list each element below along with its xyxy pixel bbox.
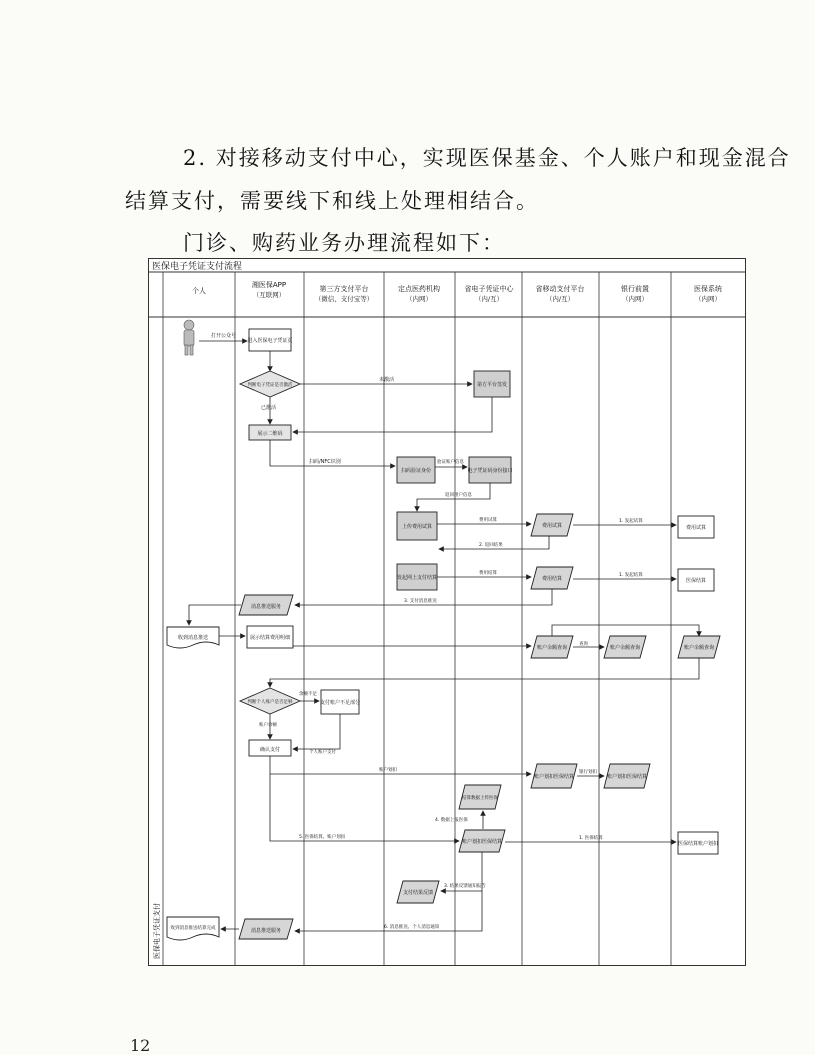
edge-return-id: 返回用户信息 [445, 493, 472, 498]
edge-acct-deduct: 账户划扣 [379, 768, 397, 773]
paragraph-2: 结算支付，需要线下和线上处理相结合。 [125, 189, 539, 213]
node-msg-push2-text: 消息推送服务 [250, 928, 282, 934]
lane-app: 湘医保APP [251, 281, 287, 289]
edge-t1: 1. 发起试算 [619, 519, 643, 524]
lane-yb-system-sub: （内网） [695, 295, 721, 303]
node-enter-voucher-text: 进入医保电子凭证页 [247, 338, 293, 344]
lane-yb-system: 医保系统 [694, 285, 722, 293]
paragraph-1: 2. 对接移动支付中心，实现医保基金、个人账户和现金混合 [183, 146, 791, 170]
edge-verify: 验证账户信息 [437, 460, 464, 465]
edge-trial: 费用试算 [479, 518, 497, 523]
node-insufficient-text: 支付账户不足部分 [319, 700, 361, 706]
lane-hospital: 定点医药机构 [398, 285, 440, 293]
edge-upload: 4. 数据上报医保 [435, 818, 468, 823]
lane-thirdparty: 第三方支付平台 [319, 285, 369, 293]
edge-s1b: 1. 医保结算 [579, 836, 603, 841]
lane-voucher-center-sub: （内/互） [474, 295, 504, 303]
node-fee-trial-text: 费用试算 [541, 523, 563, 529]
page-number: 12 [130, 1036, 151, 1055]
node-acct-query-yb-text: 账户余额查询 [683, 645, 715, 651]
flowchart-diagram [148, 258, 746, 966]
edge-notify: 3. 支付消息推送 [404, 599, 437, 604]
node-pay-feedback-text: 支付结果反馈 [402, 890, 434, 896]
lane-bank: 银行前置 [621, 285, 649, 293]
edge-t2: 2. 返回结果 [479, 543, 503, 548]
node-deduct-settle-bank-text: 账户划扣医保结算 [606, 774, 648, 780]
node-show-qr-text: 展示二维码 [257, 431, 283, 437]
edge-settle: 费用结算 [479, 571, 497, 576]
side-label: 医保电子凭证支付 [153, 903, 161, 959]
edge-s1: 1. 发起结算 [619, 573, 643, 578]
node-check-voucher-text: 判断电子凭证是否激活 [247, 383, 293, 388]
node-result-upload-text: 结算数据上传医保 [462, 796, 498, 801]
edge-not-enough: 余额不足 [299, 692, 317, 697]
lane-personal: 个人 [192, 287, 206, 295]
node-acct-query-bank-text: 账户余额查询 [609, 645, 641, 651]
node-confirm-pay-text: 确认支付 [259, 747, 281, 753]
lane-hospital-sub: （内网） [406, 295, 432, 303]
node-deduct-settle2-text: 账户划扣医保结算 [461, 839, 503, 845]
edge-bank-deduct: 银行划扣 [579, 770, 597, 775]
edge-not-active: 未激活 [379, 377, 395, 383]
edge-activated: 已激活 [261, 405, 277, 411]
edge-personal-pay: 个人账户支付 [309, 750, 336, 755]
lane-app-sub: （互联网） [252, 291, 286, 299]
diagram-title: 医保电子凭证支付流程 [152, 262, 243, 272]
lane-voucher-center: 省电子凭证中心 [464, 285, 514, 293]
node-acct-query-text: 账户余额查询 [536, 645, 568, 651]
lane-mobile-pay-sub: （内/互） [545, 295, 575, 303]
paragraph-3: 门诊、购药业务办理流程如下： [183, 231, 505, 255]
node-yb-settle-text: 医保结算 [685, 578, 707, 584]
person-icon [184, 320, 194, 355]
node-fee-settle-text: 费用结算 [541, 576, 563, 582]
node-cost-trial-yb-text: 费用试算 [685, 525, 707, 531]
node-show-detail-text: 展示结算费用明细 [249, 635, 291, 641]
edge-scan-qr: 扫码/NFC识别 [309, 459, 341, 465]
node-yb-settle-deduct-text: 医保结算账户划扣 [677, 841, 719, 847]
node-msg-push-text: 消息推送服务 [250, 604, 282, 610]
node-deduct-settle-text: 账户划扣医保结算 [533, 774, 575, 780]
node-recv-done-text: 收到消息推送结算完成 [170, 926, 216, 931]
node-initiate-settle-text: 发起网上支付结算 [396, 575, 438, 581]
node-recv-push-text: 收到消息推送 [177, 635, 209, 641]
edge-query: 查询 [579, 642, 588, 647]
edge-s3: 3. 结果反馈通知报告 [444, 884, 486, 889]
edge-s5: 5. 医保结算、账户划扣 [299, 835, 346, 840]
lane-mobile-pay: 省移动支付平台 [535, 285, 585, 293]
node-voucher-iface-text: 电子凭证码身份接口 [467, 468, 513, 474]
node-scan-verify-text: 扫码验证身份 [400, 468, 432, 474]
edge-personal-ok: 账户余额 [259, 723, 277, 728]
node-third-sign-text: 第方平台签发 [476, 382, 508, 388]
edge-s6: 6. 消息推送、个人消息通知 [384, 925, 440, 930]
lane-thirdparty-sub: （微信、支付宝等） [314, 295, 374, 303]
node-upload-cost-text: 上传费用试算 [401, 524, 433, 530]
node-judge-balance-text: 判断个人账户是否足够 [247, 700, 293, 705]
edge-open-label: 打开公众号 [211, 333, 237, 339]
lane-bank-sub: （内网） [622, 295, 648, 303]
